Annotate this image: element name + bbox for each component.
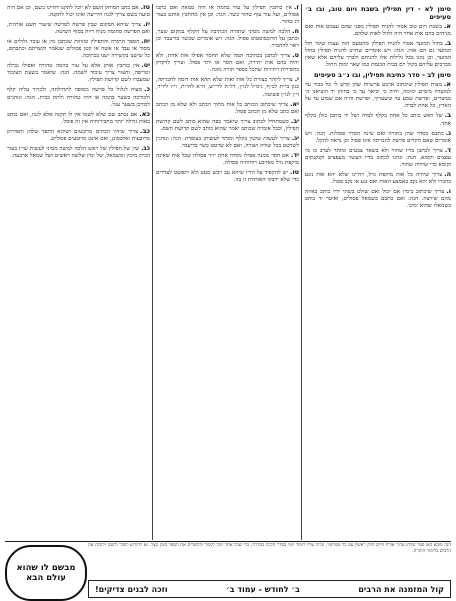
paragraph bbox=[7, 128, 150, 143]
paragraph bbox=[305, 40, 451, 69]
paragraph-number: ב. bbox=[444, 39, 451, 48]
paragraph-number: ג. bbox=[445, 128, 451, 137]
paragraph-number: י. bbox=[294, 75, 299, 84]
paragraph bbox=[7, 145, 150, 160]
paragraph-text: שין של תפילין של ראש הלכה למשה מסיני לעשות שי״ן בעור הבית מימין ומשמאל, של ימין שלשה ראשים ושל שמאל ארבעה. bbox=[7, 145, 150, 159]
paragraph bbox=[7, 86, 150, 108]
paragraph-text: צריך שיכתוב בימין אם יכול ואם שולט בשתי ידיו כותב באיזה מהם שירצה. הגה: ואם כתבם בשמאל פסולים, ואיטר יד כותב בשמאלו שהוא ימינו. bbox=[305, 188, 451, 209]
paragraph-number: יד. bbox=[290, 150, 299, 159]
paragraph bbox=[305, 171, 451, 186]
paragraph-text: צריך לכתבן בדיו שחור ולא בשאר צבעים ומותר לערב בו מי עפצים וקומא. הגה: ונהגו לכתוב בדיו העשוי מעפצים וקנקנתום וקומא כדי שיהיה שחור. bbox=[305, 147, 451, 168]
paragraph-text: כשמתחיל לכתוב צריך שיאמר בפה שהוא כותב לשם קדושת תפילין, ובכל אזכרה שכותב יאמר שהוא כותב לשם קדושת השם. bbox=[156, 118, 299, 132]
paragraph-number: ב. bbox=[444, 111, 451, 120]
footer-divider bbox=[5, 541, 451, 542]
paragraph bbox=[7, 62, 150, 84]
text-column bbox=[7, 4, 153, 540]
paragraph-number: יח. bbox=[141, 37, 150, 46]
paragraph-number: ח. bbox=[292, 27, 299, 36]
paragraph bbox=[156, 169, 299, 184]
paragraph-text: אם חסר ממנה אפילו נקודה אחת יו״ד פסולה שכל אות שאינה מוקפת גויל מארבע רוחותיה פסולה. bbox=[156, 152, 299, 166]
paragraph bbox=[7, 38, 150, 60]
paragraph bbox=[7, 21, 150, 36]
paragraph-text: צריך שיהיו הבתים מרובעים ושיהא התפר שלהן ותפירתן מרובעות ואלכסונן, ואם אינם מרובעים פסולים. bbox=[7, 128, 150, 142]
paragraph-text: של ראש כותב כל אחת בקלף לבדה ושל יד כותבן כולן בקלף אחד. bbox=[305, 113, 451, 127]
paragraph bbox=[156, 135, 299, 150]
paragraph-text: הספר התורה והתפילין ומזוזות שכתבן מין או עובד גלולים או מסור או עבד או אשה או קטן פסולים שנאמר וקשרתם וכתבתם, כל שישנו בקשירה ישנו בכתיבה. bbox=[7, 39, 150, 60]
paragraph-text: אין כותבין תפילין על עור בהמה או חיה טמאה ואם כתבו פסולים, ועל עור עוף טהור כשר. הגה: וכן אין מחתכין אותם בעור דג טהור. bbox=[156, 5, 299, 26]
paragraph-text: אם כתב המוחק השם לא יוכל לתקנו דהיינו בשם, וכן אם היה טועה בשם צריך לגנוז היריעה ואינו יכול לתקנה. bbox=[7, 5, 150, 19]
paragraph bbox=[305, 188, 451, 210]
paragraph bbox=[156, 152, 299, 167]
paragraph-number: ו. bbox=[446, 186, 451, 195]
footer-day-label: ב׳ לחודש - עמוד ב׳ bbox=[226, 584, 300, 594]
paragraph-number: יט. bbox=[141, 61, 150, 70]
paragraph bbox=[156, 52, 299, 74]
paragraph-text: צריך שיכתוב הכותב כל אות מתוך הכתב ולא שלא מן הכתב ואם כתב שלא מן הכתב פסול. bbox=[156, 101, 299, 115]
text-column bbox=[156, 4, 302, 540]
text-column bbox=[305, 4, 451, 540]
paragraph-number: ד. bbox=[444, 145, 451, 154]
section-heading: סימן לא - דין תפילין בשבת ויום טוב, ובו ב׳ סעיפים bbox=[305, 5, 451, 21]
paragraph-text: אם נכתב שם שלא לשמו אין לו תקנה אלא לגנוז, ואם נכתב באות גדולה יותר מחבירותיה אין זה פוסל. bbox=[7, 111, 150, 125]
footer-campaign: קול המזמנה את הרבים bbox=[358, 584, 444, 594]
paragraph-text: צריך שיהא המקום שבין פרשה לפרשה שיעור תשע אותיות, ואם הפרשה סתומה מניח ריוח בסוף השיטה. bbox=[7, 22, 150, 36]
paragraph bbox=[305, 23, 451, 38]
paragraph bbox=[305, 81, 451, 110]
section-heading: סימן לב - סדר כתיבת תפילין, ובו נ״ב סעיפים bbox=[313, 71, 451, 80]
paragraph-number: כב. bbox=[140, 126, 150, 135]
paragraph-text: מצות תפילין שיכתוב ארבע פרשיות שהן קדש לי כל בכור עד למועדה מימים ימימה, והיה כי יביאך עד כי בחוזק יד הוציאנו ה׳ ממצרים, ופרשת שמע עד ובשעריך, ופרשת והיה אם שמוע עד על הארץ, כל אחת לבדה. bbox=[305, 82, 451, 110]
paragraph-number: יב. bbox=[290, 116, 299, 125]
paragraph-text: צריך ליזהר בצורת כל אות ואות שלא תהא אות דומה לחברתה, כגון בי״ת לכ״ף, גימ״ל לנו״ן, דל״ת לרי״ש, ה״א לחי״ת, וי״ו ליו״ד, זי״ן לנו״ן פשוטה. bbox=[156, 77, 299, 98]
text-columns bbox=[5, 4, 451, 540]
paragraph-number: יז. bbox=[143, 20, 150, 29]
logo-line-1: מבשם לו שהוא bbox=[16, 563, 76, 573]
paragraph-number: כג. bbox=[141, 143, 150, 152]
paragraph-number: ה. bbox=[444, 169, 451, 178]
paragraph-number: יא. bbox=[290, 99, 299, 108]
paragraph-text: בשבת ויום טוב אסור להניח תפילין מפני שהם עצמם אות ואם מניחים בהם אות אחר היה זלזול לאות שלהם. bbox=[305, 24, 451, 38]
paragraph-text: מצוה לגלול כל פרשה מסופה לתחילתה, ולכרוך עליה קלף ולכורכה בשער בהמה או חיה טהורה ולתת בבית. הגה: ונוהגים לכורכן בשער עגל. bbox=[7, 87, 150, 108]
paragraph-number: א. bbox=[443, 80, 451, 89]
paragraph-number: טו. bbox=[290, 167, 299, 176]
paragraph-text: צריך שיהיה כל אות מוקפת גויל, דהיינו שלא יהא אות נוגע בחברו ולא יהא נקב באמצע האות ואם נגע או נקב פסול. bbox=[305, 171, 451, 185]
footer-merit: וזכה לבנים צדיקים! bbox=[95, 584, 168, 594]
paragraph-number: ט. bbox=[292, 51, 299, 60]
paragraph bbox=[156, 28, 299, 50]
publisher-logo bbox=[5, 545, 87, 601]
paragraph-text: צריך לעשות שיטין בקלף ומותר לעשותן בעופרת. הגה: ונוהגין לשרטט בכל שורה ושורה, ואם לא שרטט כשר בדיעבד. bbox=[156, 135, 299, 149]
footer-campaign-bar bbox=[88, 580, 451, 598]
paragraph-number: א. bbox=[443, 22, 451, 30]
paragraph bbox=[7, 111, 150, 126]
paragraph bbox=[305, 112, 451, 127]
footer-note: הנה מובא כאן ספר שלחן ערוך אורח חיים חלק ראשון עם כל מפרשיו, ונלוה עליו לימוד יומי בסדר הלכה כסדרה, כדי שכל אחד יוכל ללמוד ולהשלים את הספר בזמן קצר. נא להודיע לחבר ולשכן ולזכות את הרבים בלימוד התורה. bbox=[88, 543, 451, 554]
paragraph bbox=[305, 147, 451, 169]
paragraph-text: צריך לכתבן בכתיבה תמה שלא תחסר אפילו אות אחת, ולא יהיה בהם אות יתירה, ואם חסר או יתר פסול. וצריך לדקדק בחסירות ויתירות שהכל בספר תורה מוגה. bbox=[156, 53, 299, 74]
paragraph-text: יש להקפיד על הדיו שיהא עב ויבש מעט ולא יתפשט לצדדים כדי שלא ידבקו האותיות זו בזו. bbox=[156, 169, 299, 183]
paragraph-number: טז. bbox=[140, 4, 150, 11]
paragraph bbox=[156, 4, 299, 26]
paragraph-text: אין כותבין אותן אלא על עור בהמה טהורה ואפילו נבילה וטריפה, והעור צריך עיבוד לשמה. הגה: שיאמר בשעת העיבוד שמעבדו לשם קדושת תפילין. bbox=[7, 63, 150, 84]
paragraph-text: בחול המועד אסור להניח תפילין מהטעם הזה עצמו שימי חול המועד גם הם אות. הגה: ויש אומרים שחייב להניח תפילין בחול המועד, וכן נהגו בכל גלילות אלו להניחם ולברך עליהם אלא שאין מברכים עליהם בקול רם בבית הכנסת כמו שאר ימות החול. bbox=[305, 41, 451, 69]
logo-line-2: עולם הבא bbox=[26, 573, 66, 583]
paragraph bbox=[305, 130, 451, 145]
paragraph-number: כ. bbox=[143, 85, 150, 94]
paragraph-number: ז. bbox=[294, 4, 299, 11]
paragraph bbox=[7, 4, 150, 19]
paragraph bbox=[156, 118, 299, 133]
paragraph-number: כא. bbox=[139, 109, 150, 118]
paragraph-text: כתבם כסדר שהן בתורה ואם שינה הסדר פסולות. הגה: ויש אומרים שאם הקדים פרשה לחברתה אינו פסול וכן נראה להקל. bbox=[305, 130, 451, 144]
paragraph bbox=[156, 101, 299, 116]
paragraph-number: יג. bbox=[291, 133, 299, 142]
paragraph bbox=[156, 76, 299, 98]
paragraph-text: הלכה למשה מסיני שתהיה הכתיבה על הקלף במקום שער, וכתבן על הדוכסוסטוס פסול. הגה: ויש אומרים שכשר בדיעבד וכן ראוי להחמיר. bbox=[156, 29, 299, 50]
